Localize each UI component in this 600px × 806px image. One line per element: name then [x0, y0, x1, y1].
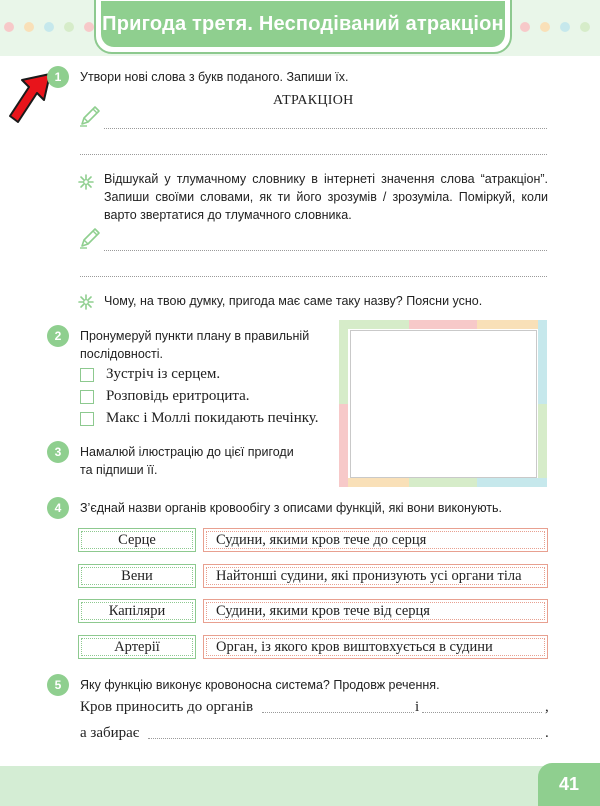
decor-dot	[560, 22, 570, 32]
pencil-icon	[78, 226, 102, 250]
task-number-4: 4	[47, 497, 69, 519]
plan-item[interactable]	[80, 410, 319, 427]
page-title: Пригода третя. Несподіваний атракціон	[102, 12, 504, 35]
task2-instruction-line1: Пронумеруй пункти плану в правильній	[80, 329, 310, 343]
decor-dot	[520, 22, 530, 32]
function-item[interactable]: Судини, якими кров тече від серця	[203, 599, 548, 623]
plan-number-box[interactable]	[80, 390, 94, 404]
plan-number-box[interactable]	[80, 368, 94, 382]
header-dots-right	[520, 22, 600, 32]
function-item[interactable]: Найтонші судини, які пронизують усі органи тіла	[203, 564, 548, 588]
organ-item[interactable]: Капіляри	[78, 599, 196, 623]
answer-line[interactable]	[80, 276, 547, 277]
organ-item[interactable]: Артерії	[78, 635, 196, 659]
plan-item-label: Макс і Моллі покидають печінку.	[106, 410, 319, 426]
plan-item-label: Розповідь еритроцита.	[106, 388, 250, 404]
answer-line[interactable]	[262, 712, 414, 713]
decor-dot	[44, 22, 54, 32]
task5-line1-start: Кров приносить до органів	[80, 699, 254, 715]
answer-line[interactable]	[422, 712, 542, 713]
decor-dot	[24, 22, 34, 32]
title-tab	[94, 0, 512, 54]
answer-line[interactable]	[148, 738, 542, 739]
task-number-1: 1	[47, 66, 69, 88]
answer-line[interactable]	[80, 154, 547, 155]
function-item[interactable]: Судини, якими кров тече до серця	[203, 528, 548, 552]
plan-item[interactable]	[80, 366, 220, 383]
title-banner	[101, 1, 505, 47]
task-number-2: 2	[47, 325, 69, 347]
sparkle-icon	[78, 294, 94, 310]
decor-dot	[84, 22, 94, 32]
organ-item[interactable]: Серце	[78, 528, 196, 552]
decor-dot	[580, 22, 590, 32]
task-number-5: 5	[47, 674, 69, 696]
subtask-dictionary: Відшукай у тлумачному словнику в інтернеті значення слова “атракціон”. Запиши своїми словами, як ти його зрозумів / зрозуміла. Поміркуй, коли варто звертатися до тлумачного словника.	[104, 172, 548, 222]
subtask-name: Чому, на твою думку, пригода має саме таку назву? Поясни усно.	[104, 294, 483, 308]
page-number: 41	[538, 763, 600, 806]
answer-line[interactable]	[104, 128, 547, 129]
decor-dot	[64, 22, 74, 32]
task2-instruction-line2: послідовності.	[80, 347, 164, 361]
plan-item-label: Зустріч із серцем.	[106, 366, 221, 382]
task3-instruction-line1: Намалюй ілюстрацію до цієї пригоди	[80, 445, 294, 459]
task5-line2-end: .	[545, 725, 549, 741]
task-number-3: 3	[47, 441, 69, 463]
pencil-icon	[78, 104, 102, 128]
decor-dot	[4, 22, 14, 32]
task1-instruction: Утвори нові слова з букв поданого. Запиши їх.	[80, 70, 349, 84]
task5-line1-mid: і	[415, 699, 420, 715]
footer-band	[0, 766, 600, 806]
decor-dot	[540, 22, 550, 32]
plan-number-box[interactable]	[80, 412, 94, 426]
task5-instruction: Яку функцію виконує кровоносна система? Продовж речення.	[80, 678, 440, 692]
plan-item[interactable]	[80, 388, 250, 405]
task3-instruction-line2: та підпиши її.	[80, 463, 158, 477]
organ-item[interactable]: Вени	[78, 564, 196, 588]
answer-line[interactable]	[104, 250, 547, 251]
function-item[interactable]: Орган, із якого кров виштовхується в судини	[203, 635, 548, 659]
drawing-area[interactable]	[350, 330, 537, 478]
task5-line1-end: ,	[545, 699, 549, 715]
task4-instruction: З’єднай назви органів кровообігу з описами функцій, які вони виконують.	[80, 501, 503, 515]
task1-word: АТРАКЦІОН	[273, 93, 354, 108]
sparkle-icon	[78, 174, 94, 190]
task5-line2-start: а забирає	[80, 725, 140, 741]
